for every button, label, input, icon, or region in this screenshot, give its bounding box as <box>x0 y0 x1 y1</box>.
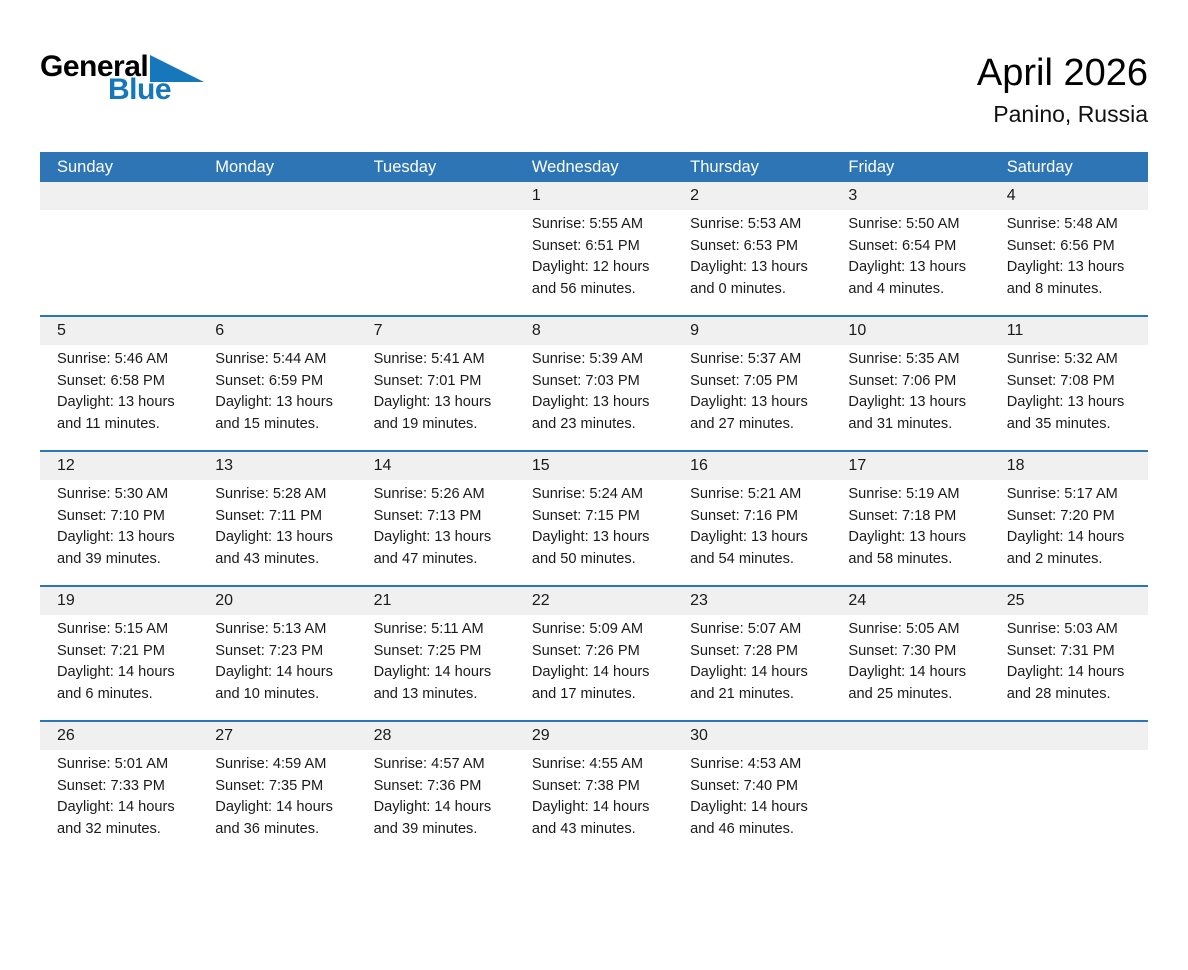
sunset-text: Sunset: 7:31 PM <box>1006 642 1115 659</box>
sunrise-text: Sunrise: 4:55 AM <box>531 756 643 773</box>
day-cell <box>357 587 515 720</box>
sunset-text: Sunset: 7:20 PM <box>1006 507 1115 524</box>
daylight-text: Daylight: 14 hours and 39 minutes. <box>373 799 492 838</box>
sunset-text: Sunset: 7:05 PM <box>690 372 799 389</box>
sunset-text: Sunset: 7:26 PM <box>531 642 640 659</box>
sunset-text: Sunset: 7:13 PM <box>373 507 482 524</box>
page-subtitle: Panino, Russia <box>993 100 1148 127</box>
sunrise-text: Sunrise: 5:46 AM <box>57 351 169 368</box>
day-info <box>515 214 673 300</box>
day-info <box>515 754 673 840</box>
sunset-text: Sunset: 7:01 PM <box>373 372 482 389</box>
sunrise-text: Sunrise: 5:17 AM <box>1006 486 1118 503</box>
day-info <box>357 754 515 840</box>
day-info <box>198 754 356 840</box>
daylight-text: Daylight: 13 hours and 0 minutes. <box>690 259 808 298</box>
day-info <box>831 214 989 300</box>
empty-day-cell <box>198 182 356 315</box>
sunset-text: Sunset: 6:51 PM <box>531 237 640 254</box>
daylight-text: Daylight: 14 hours and 17 minutes. <box>531 664 650 703</box>
daylight-text: Daylight: 14 hours and 13 minutes. <box>373 664 492 703</box>
day-number: 29 <box>531 727 550 745</box>
day-number: 3 <box>848 187 858 205</box>
sunrise-text: Sunrise: 5:21 AM <box>690 486 802 503</box>
sunset-text: Sunset: 6:54 PM <box>848 237 957 254</box>
sunrise-text: Sunrise: 5:11 AM <box>373 621 484 638</box>
daylight-text: Daylight: 13 hours and 4 minutes. <box>848 259 967 298</box>
day-cell <box>831 587 989 720</box>
sunset-text: Sunset: 7:35 PM <box>215 777 324 794</box>
day-number: 5 <box>57 322 66 340</box>
day-info <box>357 484 515 570</box>
daylight-text: Daylight: 14 hours and 2 minutes. <box>1006 529 1125 568</box>
day-number: 27 <box>215 727 234 745</box>
daylight-text: Daylight: 14 hours and 6 minutes. <box>57 664 175 703</box>
day-number: 25 <box>1006 592 1025 610</box>
day-number: 14 <box>373 457 392 475</box>
day-number: 28 <box>373 727 392 745</box>
day-cell <box>357 722 515 855</box>
day-info <box>990 349 1148 435</box>
daylight-text: Daylight: 13 hours and 54 minutes. <box>690 529 808 568</box>
day-cell <box>673 587 831 720</box>
day-number: 2 <box>690 187 700 205</box>
day-info <box>40 349 198 435</box>
week-row <box>40 720 1148 855</box>
day-number: 22 <box>531 592 550 610</box>
weekday-header-row <box>40 152 1148 182</box>
sunrise-text: Sunrise: 5:55 AM <box>531 216 643 233</box>
day-number: 1 <box>531 187 541 205</box>
week-row <box>40 585 1148 720</box>
day-info <box>40 619 198 705</box>
daylight-text: Daylight: 14 hours and 32 minutes. <box>57 799 175 838</box>
daylight-text: Daylight: 13 hours and 39 minutes. <box>57 529 175 568</box>
day-cell <box>515 587 673 720</box>
daylight-text: Daylight: 13 hours and 35 minutes. <box>1006 394 1125 433</box>
day-number: 23 <box>690 592 708 610</box>
day-number: 26 <box>57 727 75 745</box>
day-info <box>990 214 1148 300</box>
day-info <box>990 619 1148 705</box>
weekday-thursday: Thursday <box>690 158 759 177</box>
page-title: April 2026 <box>976 52 1148 94</box>
logo-general-text: General <box>40 50 149 83</box>
sunrise-text: Sunrise: 5:05 AM <box>848 621 960 638</box>
sunrise-text: Sunrise: 5:19 AM <box>848 486 960 503</box>
sunset-text: Sunset: 7:38 PM <box>531 777 640 794</box>
sunrise-text: Sunrise: 5:39 AM <box>531 351 643 368</box>
daylight-text: Daylight: 13 hours and 23 minutes. <box>531 394 650 433</box>
day-number: 15 <box>531 457 550 475</box>
day-cell <box>40 317 198 450</box>
daylight-text: Daylight: 13 hours and 58 minutes. <box>848 529 967 568</box>
day-number: 4 <box>1006 187 1016 205</box>
page-header <box>40 52 1148 128</box>
day-info <box>673 349 831 435</box>
day-info <box>515 349 673 435</box>
sunrise-text: Sunrise: 5:07 AM <box>690 621 802 638</box>
daylight-text: Daylight: 12 hours and 56 minutes. <box>531 259 650 298</box>
day-cell <box>40 452 198 585</box>
day-number: 19 <box>57 592 75 610</box>
sunrise-text: Sunrise: 5:24 AM <box>531 486 643 503</box>
daylight-text: Daylight: 13 hours and 43 minutes. <box>215 529 333 568</box>
sunrise-text: Sunrise: 5:03 AM <box>1006 621 1118 638</box>
sunrise-text: Sunrise: 5:30 AM <box>57 486 169 503</box>
sunrise-text: Sunrise: 5:28 AM <box>215 486 327 503</box>
weekday-monday: Monday <box>215 158 274 177</box>
sunrise-text: Sunrise: 5:53 AM <box>690 216 802 233</box>
sunset-text: Sunset: 7:30 PM <box>848 642 957 659</box>
sunrise-text: Sunrise: 4:59 AM <box>215 756 327 773</box>
day-cell <box>673 182 831 315</box>
title-block <box>977 52 1148 128</box>
day-number: 6 <box>215 322 225 340</box>
day-number: 12 <box>57 457 75 475</box>
daylight-text: Daylight: 13 hours and 27 minutes. <box>690 394 808 433</box>
day-cell <box>831 182 989 315</box>
calendar-page <box>0 52 1188 855</box>
weekday-tuesday: Tuesday <box>373 158 437 177</box>
day-info <box>40 754 198 840</box>
sunrise-text: Sunrise: 5:01 AM <box>57 756 169 773</box>
day-cell <box>40 722 198 855</box>
sunset-text: Sunset: 6:59 PM <box>215 372 324 389</box>
empty-day-cell <box>357 182 515 315</box>
sunset-text: Sunset: 7:36 PM <box>373 777 482 794</box>
sunrise-text: Sunrise: 5:44 AM <box>215 351 327 368</box>
empty-day-cell <box>40 182 198 315</box>
sunset-text: Sunset: 7:03 PM <box>531 372 640 389</box>
daylight-text: Daylight: 14 hours and 28 minutes. <box>1006 664 1125 703</box>
day-number: 10 <box>848 322 867 340</box>
day-info <box>673 619 831 705</box>
day-cell <box>515 317 673 450</box>
sunset-text: Sunset: 6:58 PM <box>57 372 165 389</box>
day-number: 17 <box>848 457 867 475</box>
day-info <box>831 349 989 435</box>
daylight-text: Daylight: 13 hours and 47 minutes. <box>373 529 492 568</box>
day-cell <box>990 182 1148 315</box>
day-cell <box>515 182 673 315</box>
sunrise-text: Sunrise: 5:26 AM <box>373 486 485 503</box>
daylight-text: Daylight: 14 hours and 21 minutes. <box>690 664 808 703</box>
day-cell <box>198 317 356 450</box>
sunrise-text: Sunrise: 5:37 AM <box>690 351 802 368</box>
daylight-text: Daylight: 13 hours and 15 minutes. <box>215 394 333 433</box>
day-number: 24 <box>848 592 867 610</box>
sunset-text: Sunset: 7:10 PM <box>57 507 165 524</box>
day-number: 30 <box>690 727 708 745</box>
empty-day-cell <box>831 722 989 855</box>
general-blue-logo <box>40 52 204 105</box>
week-row <box>40 182 1148 315</box>
sunset-text: Sunset: 7:21 PM <box>57 642 165 659</box>
day-info <box>357 349 515 435</box>
sunset-text: Sunset: 7:23 PM <box>215 642 324 659</box>
sunrise-text: Sunrise: 5:09 AM <box>531 621 643 638</box>
day-number: 16 <box>690 457 708 475</box>
daylight-text: Daylight: 13 hours and 19 minutes. <box>373 394 492 433</box>
day-cell <box>673 317 831 450</box>
sunset-text: Sunset: 6:53 PM <box>690 237 799 254</box>
sunset-text: Sunset: 7:08 PM <box>1006 372 1115 389</box>
calendar-table <box>40 152 1148 855</box>
day-info <box>515 619 673 705</box>
weekday-wednesday: Wednesday <box>531 158 619 177</box>
day-cell <box>198 587 356 720</box>
day-number: 9 <box>690 322 700 340</box>
sunset-text: Sunset: 7:25 PM <box>373 642 482 659</box>
day-cell <box>990 317 1148 450</box>
day-cell <box>673 452 831 585</box>
day-number: 20 <box>215 592 234 610</box>
day-number: 11 <box>1006 322 1024 340</box>
sunrise-text: Sunrise: 5:50 AM <box>848 216 960 233</box>
weekday-sunday: Sunday <box>57 158 113 177</box>
day-cell <box>515 722 673 855</box>
sunset-text: Sunset: 7:18 PM <box>848 507 957 524</box>
weeks-grid <box>40 182 1148 855</box>
day-cell <box>831 317 989 450</box>
day-info <box>990 484 1148 570</box>
daylight-text: Daylight: 13 hours and 8 minutes. <box>1006 259 1125 298</box>
daylight-text: Daylight: 14 hours and 46 minutes. <box>690 799 808 838</box>
day-info <box>831 619 989 705</box>
sunrise-text: Sunrise: 5:32 AM <box>1006 351 1118 368</box>
sunset-text: Sunset: 7:11 PM <box>215 507 323 524</box>
day-info <box>198 619 356 705</box>
day-cell <box>515 452 673 585</box>
day-info <box>198 349 356 435</box>
day-cell <box>198 452 356 585</box>
day-cell <box>357 452 515 585</box>
day-cell <box>831 452 989 585</box>
daylight-text: Daylight: 14 hours and 10 minutes. <box>215 664 333 703</box>
day-info <box>357 619 515 705</box>
day-info <box>515 484 673 570</box>
day-info <box>40 484 198 570</box>
day-cell <box>990 587 1148 720</box>
day-number: 18 <box>1006 457 1025 475</box>
sunset-text: Sunset: 7:33 PM <box>57 777 165 794</box>
daylight-text: Daylight: 13 hours and 11 minutes. <box>57 394 175 433</box>
sunrise-text: Sunrise: 5:15 AM <box>57 621 169 638</box>
sunrise-text: Sunrise: 5:41 AM <box>373 351 485 368</box>
day-info <box>831 484 989 570</box>
day-number: 13 <box>215 457 234 475</box>
daylight-text: Daylight: 14 hours and 36 minutes. <box>215 799 333 838</box>
day-number: 21 <box>373 592 392 610</box>
sunrise-text: Sunrise: 4:57 AM <box>373 756 485 773</box>
sunrise-text: Sunrise: 4:53 AM <box>690 756 802 773</box>
day-cell <box>198 722 356 855</box>
daylight-text: Daylight: 13 hours and 31 minutes. <box>848 394 967 433</box>
sunset-text: Sunset: 6:56 PM <box>1006 237 1115 254</box>
daylight-text: Daylight: 14 hours and 43 minutes. <box>531 799 650 838</box>
day-info <box>673 484 831 570</box>
week-row <box>40 450 1148 585</box>
sunrise-text: Sunrise: 5:35 AM <box>848 351 960 368</box>
weekday-saturday: Saturday <box>1006 158 1073 177</box>
day-cell <box>673 722 831 855</box>
week-row <box>40 315 1148 450</box>
empty-day-cell <box>990 722 1148 855</box>
daylight-text: Daylight: 13 hours and 50 minutes. <box>531 529 650 568</box>
sunset-text: Sunset: 7:40 PM <box>690 777 799 794</box>
day-number: 7 <box>373 322 383 340</box>
weekday-friday: Friday <box>848 158 895 177</box>
sunrise-text: Sunrise: 5:48 AM <box>1006 216 1118 233</box>
day-info <box>673 214 831 300</box>
sunrise-text: Sunrise: 5:13 AM <box>215 621 327 638</box>
daylight-text: Daylight: 14 hours and 25 minutes. <box>848 664 967 703</box>
day-info <box>198 484 356 570</box>
day-number: 8 <box>531 322 541 340</box>
logo-blue-text: Blue <box>108 73 172 106</box>
day-cell <box>40 587 198 720</box>
sunset-text: Sunset: 7:15 PM <box>531 507 640 524</box>
sunset-text: Sunset: 7:28 PM <box>690 642 799 659</box>
day-info <box>673 754 831 840</box>
day-cell <box>990 452 1148 585</box>
sunset-text: Sunset: 7:06 PM <box>848 372 957 389</box>
sunset-text: Sunset: 7:16 PM <box>690 507 799 524</box>
day-cell <box>357 317 515 450</box>
